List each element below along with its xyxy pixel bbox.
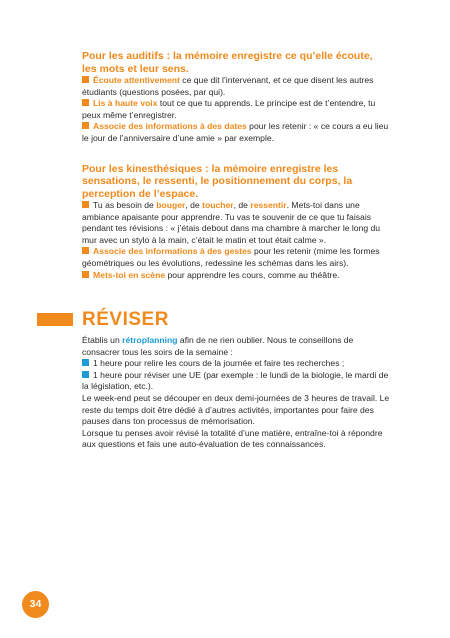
reviser-bullet-1: [82, 358, 390, 370]
section-title: RÉVISER: [82, 309, 169, 330]
keyword: Associe des informations à des gestes: [93, 246, 252, 257]
orange-square-bullet-icon: [82, 247, 89, 254]
bullet-text: 1 heure pour relire les cours de la journée et faire tes recherches ;: [93, 358, 345, 369]
learning-styles-section: [82, 50, 390, 281]
page-number: 34: [22, 591, 49, 618]
reviser-paragraph-1: Le week-end peut se découper en deux demi-journées de 3 heures de travail. Le reste du temps doit être dédié à d’autres activités, importantes pour faire des pauses dans ton processus de mémorisation.: [82, 392, 390, 427]
spacer: [82, 145, 390, 163]
blue-square-bullet-icon: [82, 371, 89, 378]
kinesthesiques-heading: Pour les kinesthésiques : la mémoire enregistre les sensations, le ressenti, le positionnement du corps, la perception de l’espace.: [82, 162, 353, 200]
auditifs-item-1: [82, 75, 390, 98]
reviser-paragraph-2: Lorsque tu penses avoir révisé la totalité d’une matière, entraîne-toi à répondre aux questions et fais une auto-évaluation de tes connaissances.: [82, 427, 383, 450]
auditifs-heading: Pour les auditifs : la mémoire enregistre ce qu’elle écoute, les mots et leur sens.: [82, 50, 373, 75]
orange-square-bullet-icon: [82, 99, 89, 106]
section-marker-bar: [37, 313, 73, 326]
keyword: toucher: [202, 200, 234, 211]
item-text: , de: [185, 200, 203, 211]
keyword: Lis à haute voix: [93, 98, 158, 109]
item-text: tout ce que tu apprends. Le principe est de t’entendre, tu peux même t’enregistrer.: [82, 98, 376, 120]
keyword: Associe des informations à des dates: [93, 121, 247, 132]
item-text: pour les retenir (mime les formes géométriques ou les évolutions, redessine les schémas dans les airs).: [82, 246, 380, 269]
auditifs-item-3: [82, 121, 390, 144]
item-text: , de: [233, 200, 251, 211]
keyword: Mets-toi en scène: [93, 269, 166, 280]
orange-square-bullet-icon: [82, 76, 89, 83]
keyword: ressentir: [250, 200, 287, 211]
orange-square-bullet-icon: [82, 271, 89, 278]
blue-square-bullet-icon: [82, 359, 89, 366]
intro-text: afin de ne rien oublier. Nous te conseillons de consacrer tous les soirs de la semaine :: [82, 335, 354, 357]
kinesthesiques-item-1: [82, 200, 390, 246]
reviser-section: [82, 335, 390, 451]
intro-text: Établis un: [82, 335, 123, 345]
reviser-intro: [82, 335, 390, 358]
item-text: ce que dit l’intervenant, et ce que disent les autres étudiants (questions posées, par qui).: [82, 75, 374, 97]
kinesthesiques-item-3: [82, 270, 390, 282]
kinesthesiques-item-2: [82, 246, 390, 269]
auditifs-item-2: [82, 98, 390, 121]
bullet-text: 1 heure pour réviser une UE (par exemple : le lundi de la biologie, le mardi de la législation, etc.).: [82, 369, 389, 392]
orange-square-bullet-icon: [82, 201, 89, 208]
item-text: pour les retenir : « ce cours a eu lieu le jour de l’anniversaire d’une amie » par exemple.: [82, 121, 389, 143]
item-text: . Mets-toi dans une ambiance apaisante pour apprendre. Tu vas te souvenir de ce que tu faisais pendant tes révisions : « j’étais debout dans ma chambre à marcher le long du mur avec un stylo à la main, c’était le matin et tout était calme ».: [82, 200, 381, 245]
reviser-bullet-2: [82, 370, 390, 393]
item-text: Tu as besoin de: [93, 200, 157, 211]
keyword: rétroplanning: [122, 335, 178, 345]
item-text: pour apprendre les cours, comme au théâtre.: [165, 269, 340, 280]
keyword: bouger: [156, 200, 186, 211]
orange-square-bullet-icon: [82, 122, 89, 129]
keyword: Écoute attentivement: [93, 75, 180, 85]
